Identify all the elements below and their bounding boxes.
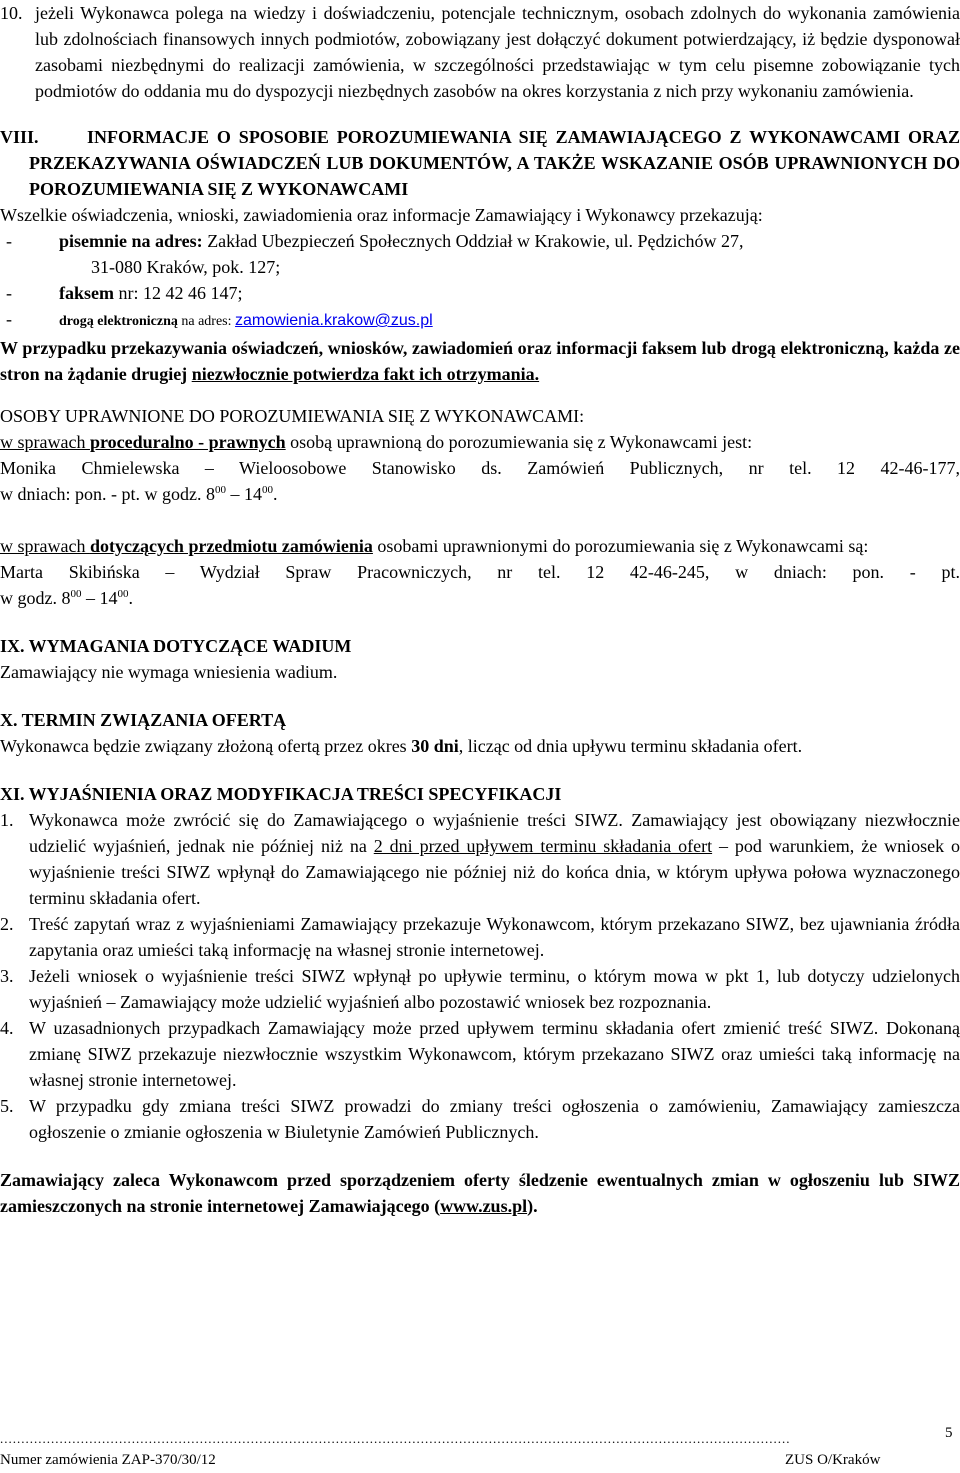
fax-number: nr: 12 42 46 147; bbox=[114, 283, 243, 303]
email-link[interactable]: zamowienia.krakow@zus.pl bbox=[235, 312, 433, 329]
hours-sup: 00 bbox=[70, 588, 82, 600]
spacer bbox=[0, 387, 960, 403]
contact-address: Zakład Ubezpieczeń Społecznych Oddział w Krakowie, ul. Pędzichów 27, bbox=[202, 231, 744, 251]
section-number: VIII. bbox=[0, 127, 39, 147]
subj-prefix: w sprawach bbox=[0, 536, 90, 556]
final-text: ). bbox=[527, 1196, 538, 1216]
item-number: 4. bbox=[0, 1018, 14, 1038]
spacer bbox=[0, 507, 960, 533]
list-item-2 bbox=[0, 911, 960, 963]
contact-prefix: na adres: bbox=[177, 314, 236, 329]
subject-contact-person: Marta Skibińska – Wydział Spraw Pracowniczych, nr tel. 12 42-46-245, w dniach: pon. - pt. bbox=[0, 562, 960, 582]
bullet-dash: - bbox=[6, 231, 12, 251]
section-ix-text: Zamawiający nie wymaga wniesienia wadium. bbox=[0, 662, 338, 682]
subj-scope: dotyczących przedmiotu zamówienia bbox=[89, 536, 373, 556]
section-title: INFORMACJE O SPOSOBIE POROZUMIEWANIA SIĘ ZAMAWIAJĄCEGO Z WYKONAWCAMI ORAZ PRZEKAZYWANIA OŚWIADCZEŃ LUB DOKUMENTÓW, A TAKŻE WSKAZANIE OSÓB UPRAWNIONYCH DO POROZUMIEWANIA SIĘ Z WYKONAWCAMI bbox=[29, 127, 960, 199]
note-text: W przypadku przekazywania oświadczeń, wniosków, zawiadomień oraz informacji faksem lub drogą elektroniczną, każda ze stron na żądanie drugiej bbox=[0, 338, 960, 384]
hours-text: w dniach: pon. - pt. w godz. 8 bbox=[0, 484, 215, 504]
proc-scope: proceduralno - prawnych bbox=[89, 432, 286, 452]
hours-sup: 00 bbox=[117, 588, 129, 600]
subj-text: osobami uprawnionymi do porozumiewania się z Wykonawcami są: bbox=[372, 536, 869, 556]
persons-heading: OSOBY UPRAWNIONE DO POROZUMIEWANIA SIĘ Z WYKONAWCAMI: bbox=[0, 406, 585, 426]
item-number: 2. bbox=[0, 914, 14, 934]
list-item-3 bbox=[0, 963, 960, 1015]
item-number: 1. bbox=[0, 810, 14, 830]
contact-text bbox=[59, 228, 960, 254]
procedural-contact-intro bbox=[0, 429, 960, 455]
hours-period: . bbox=[272, 484, 278, 504]
page-number: 5 bbox=[945, 1425, 953, 1441]
contact-item-fax bbox=[0, 280, 960, 306]
hours-text: – 14 bbox=[81, 588, 118, 608]
contact-item-email bbox=[0, 306, 960, 335]
section-xi-heading: XI. WYJAŚNIENIA ORAZ MODYFIKACJA TREŚCI SPECYFIKACJI bbox=[0, 784, 562, 804]
final-recommendation bbox=[0, 1167, 960, 1219]
hours-text: w godz. 8 bbox=[0, 588, 71, 608]
contact-text bbox=[59, 306, 960, 335]
subject-contact-intro bbox=[0, 533, 960, 559]
item-text: Treść zapytań wraz z wyjaśnieniami Zamawiający przekazuje Wykonawcom, którym przekazano SIWZ, bez ujawniania źródła zapytania oraz umieści taką informację na własnej stronie internetowej. bbox=[29, 914, 960, 960]
item-text: jeżeli Wykonawca polega na wiedzy i doświadczeniu, potencjale technicznym, osobach zdolnych do wykonania zamówienia lub zdolnościach finansowych innych podmiotów, zobowiązany jest dołączyć dokument potwierdzający, iż będzie dysponował zasobami niezbędnymi do realizacji zamówienia, w szczególności przedstawiając w tym celu pisemne zobowiązanie tych podmiotów do oddania mu do dyspozycji niezbędnych zasobów na okres korzystania z nich przy wykonaniu zamówienia. bbox=[35, 3, 960, 101]
contact-label: drogą elektroniczną bbox=[59, 314, 178, 329]
confirmation-note bbox=[0, 335, 960, 387]
section-x-heading: X. TERMIN ZWIĄZANIA OFERTĄ bbox=[0, 710, 287, 730]
item-number: 5. bbox=[0, 1096, 14, 1116]
section-intro: Wszelkie oświadczenia, wnioski, zawiadomienia oraz informacje Zamawiający i Wykonawcy przekazują: bbox=[0, 205, 763, 225]
contact-label: pisemnie na adres: bbox=[59, 231, 203, 251]
note-underlined: niezwłocznie potwierdza fakt ich otrzymania. bbox=[191, 364, 540, 384]
item-text-part: Wykonawca może zwrócić się do Zamawiającego o wyjaśnienie treści SIWZ. Zamawiający jest obowiązany niezwłocznie udzielić wyjaśnień, jednak nie później niż na bbox=[29, 810, 960, 856]
footer-order-number: Numer zamówienia ZAP-370/30/12 bbox=[0, 1452, 216, 1468]
list-item-4 bbox=[0, 1015, 960, 1093]
bullet-dash: - bbox=[6, 309, 12, 329]
list-item-5 bbox=[0, 1093, 960, 1145]
item-number: 3. bbox=[0, 966, 14, 986]
contact-item-mail bbox=[0, 228, 960, 254]
website-link[interactable]: www.zus.pl bbox=[440, 1196, 528, 1216]
item-text: Jeżeli wniosek o wyjaśnienie treści SIWZ wpłynął po upływie terminu, o którym mowa w pkt 1, lub dotyczy udzielonych wyjaśnień – Zamawiający może udzielić wyjaśnień albo pozostawić wniosek bez rozpoznania. bbox=[29, 966, 960, 1012]
contact-text bbox=[59, 280, 960, 306]
spacer bbox=[0, 1145, 960, 1167]
item-number: 10. bbox=[0, 3, 23, 23]
subject-contact-hours bbox=[0, 585, 960, 611]
section-viii-heading bbox=[0, 124, 960, 202]
item-deadline: 2 dni przed upływem terminu składania ofert bbox=[373, 836, 713, 856]
proc-text: osobą uprawnioną do porozumiewania się z Wykonawcami jest: bbox=[285, 432, 753, 452]
bullet-dash: - bbox=[6, 283, 12, 303]
hours-sup: 00 bbox=[261, 484, 273, 496]
procedural-contact-person: Monika Chmielewska – Wieloosobowe Stanowisko ds. Zamówień Publicznych, nr tel. 12 42-46-177, bbox=[0, 458, 960, 478]
contact-label: faksem bbox=[59, 283, 114, 303]
item-text: W przypadku gdy zmiana treści SIWZ prowadzi do zmiany treści ogłoszenia o zamówieniu, Zamawiający zamieszcza ogłoszenie o zmianie ogłoszenia w Biuletynie Zamówień Publicznych. bbox=[29, 1096, 960, 1142]
section-x-text bbox=[0, 733, 960, 759]
section-ix-heading: IX. WYMAGANIA DOTYCZĄCE WADIUM bbox=[0, 636, 352, 656]
spacer bbox=[0, 104, 960, 124]
x-duration: 30 dni bbox=[411, 736, 459, 756]
spacer bbox=[0, 759, 960, 781]
procedural-contact-hours bbox=[0, 481, 960, 507]
x-text: , licząc od dnia upływu terminu składania ofert. bbox=[458, 736, 803, 756]
item-text: W uzasadnionych przypadkach Zamawiający może przed upływem terminu składania ofert zmienić treść SIWZ. Dokonaną zmianę SIWZ przekazuje niezwłocznie wszystkim Wykonawcom, którym przekazano SIWZ oraz umieści taką informację na własnej stronie internetowej. bbox=[29, 1018, 960, 1090]
hours-sup: 00 bbox=[214, 484, 226, 496]
final-text: Zamawiający zaleca Wykonawcom przed sporządzeniem oferty śledzenie ewentualnych zmian w ogłoszeniu lub SIWZ zamieszczonych na stronie internetowej Zamawiającego ( bbox=[0, 1170, 960, 1216]
item-text-part: – pod warunkiem, że wniosek o wyjaśnienie treści SIWZ wpłynął do Zamawiającego nie później niż do końca dnia, w którym upływa połowa wyznaczonego terminu składania ofert. bbox=[29, 836, 960, 908]
contact-address-line2: 31-080 Kraków, pok. 127; bbox=[91, 257, 281, 277]
hours-text: – 14 bbox=[225, 484, 262, 504]
list-item-10 bbox=[0, 0, 960, 104]
footer-separator: .......................................................................................................................................................................................... bbox=[0, 1432, 791, 1446]
proc-prefix: w sprawach bbox=[0, 432, 90, 452]
item-text bbox=[29, 807, 960, 911]
footer-office: ZUS O/Kraków bbox=[785, 1452, 881, 1468]
list-item-1 bbox=[0, 807, 960, 911]
spacer bbox=[0, 685, 960, 707]
spacer bbox=[0, 611, 960, 633]
x-text: Wykonawca będzie związany złożoną ofertą przez okres bbox=[0, 736, 412, 756]
hours-period: . bbox=[128, 588, 133, 608]
